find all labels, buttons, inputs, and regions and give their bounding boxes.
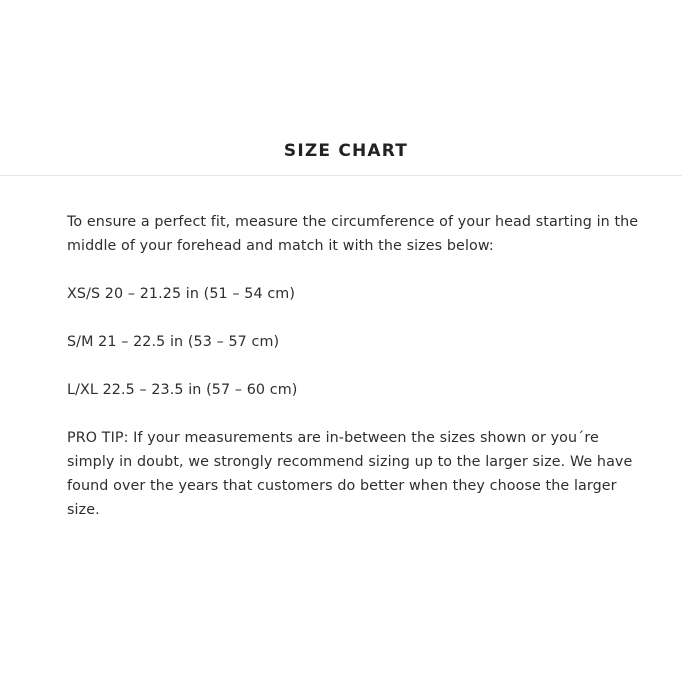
size-xs-s: XS/S 20 – 21.25 in (51 – 54 cm) <box>67 286 295 302</box>
title-divider <box>0 175 682 176</box>
size-chart-content <box>67 210 642 546</box>
size-l-xl: L/XL 22.5 – 23.5 in (57 – 60 cm) <box>67 382 298 398</box>
size-s-m: S/M 21 – 22.5 in (53 – 57 cm) <box>67 334 280 350</box>
intro-text: To ensure a perfect fit, measure the circumference of your head starting in the middle of your forehead and match it with the sizes below: <box>67 214 639 254</box>
page-title: SIZE CHART <box>283 141 409 161</box>
pro-tip-text: PRO TIP: If your measurements are in-between the sizes shown or you´re simply in doubt, we strongly recommend sizing up to the larger size. We have found over the years that customers do better when they choose the larger size. <box>67 430 633 518</box>
